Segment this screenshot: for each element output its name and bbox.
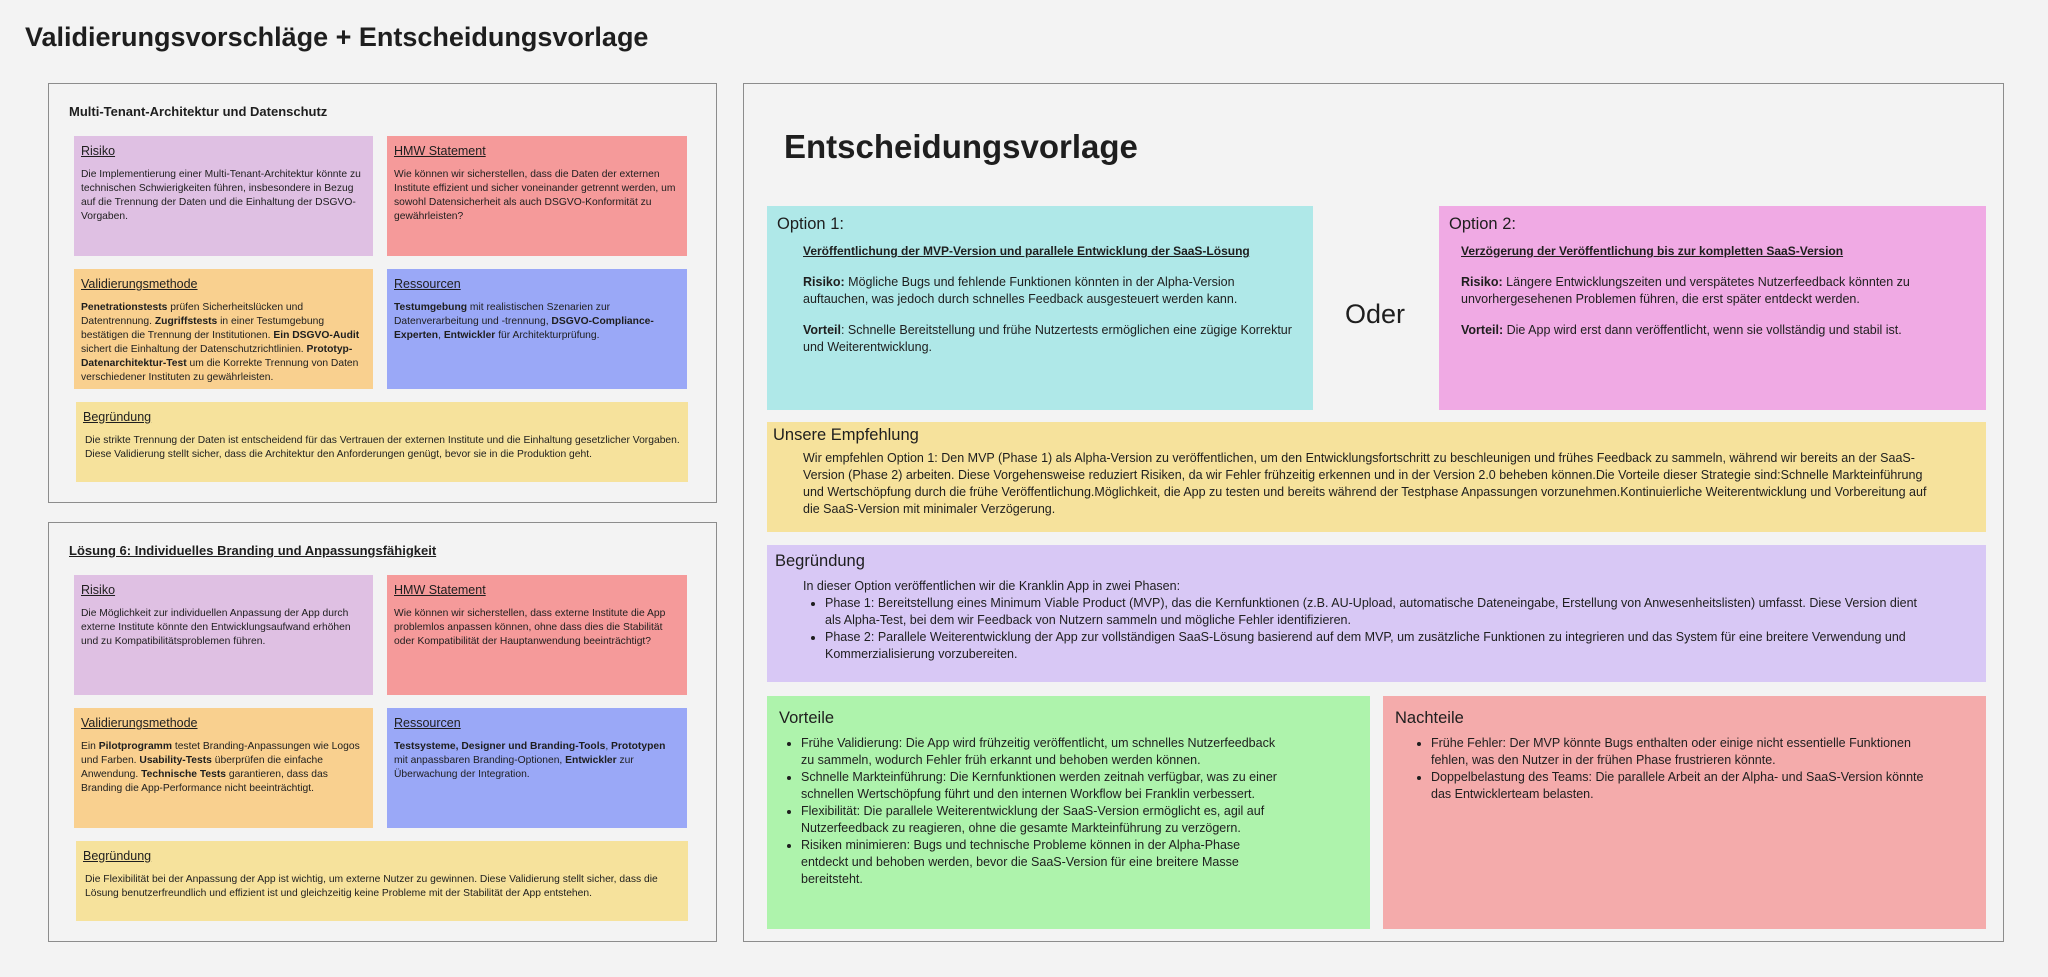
sticky-begruendung[interactable] <box>76 841 688 921</box>
note-body: Die Flexibilität bei der Anpassung der App ist wichtig, um externe Nutzer zu gewinnen. Diese Validierung stellt sicher, dass die Lösung benutzerfreundlich und effizient ist und gleichzeitig keine Probleme mit der Stabilität der App entstehen. <box>85 874 658 899</box>
note-heading: Begründung <box>83 410 152 424</box>
vorteile-card[interactable] <box>767 696 1370 929</box>
sticky-hmw-statement[interactable] <box>387 136 687 256</box>
option-body <box>1449 243 1976 339</box>
bold-text: Entwickler <box>565 755 617 766</box>
option-vorteil <box>1461 322 1976 339</box>
sticky-validierungsmethode[interactable] <box>74 269 373 389</box>
note-heading: Validierungsmethode <box>81 277 198 291</box>
begruendung-heading: Begründung <box>775 552 865 570</box>
note-heading: Validierungsmethode <box>81 716 198 730</box>
bold-text: Zugriffstests <box>154 316 218 327</box>
vorteile-heading: Vorteile <box>779 709 835 727</box>
bold-text: Testsysteme, Designer und Branding-Tools <box>394 741 606 752</box>
text: Ein <box>81 741 99 752</box>
nachteile-heading: Nachteile <box>1395 709 1464 727</box>
note-body <box>394 301 680 343</box>
text: prüfen Sicherheitslücken und Datentrennung. <box>81 302 304 327</box>
text: mit anpassbaren Branding-Optionen, <box>394 755 566 766</box>
sticky-hmw-statement[interactable] <box>387 575 687 695</box>
bold-text: Risiko: <box>1461 275 1503 289</box>
vorteile-body <box>779 735 1358 888</box>
frame-branding[interactable] <box>48 522 717 942</box>
note-body: Wie können wir sicherstellen, dass externe Institute die App problemlos anpassen können, ohne dass dies die Stabilität oder Kompatibilität der Hauptanwendung beeinträchtigt? <box>394 608 666 647</box>
begruendung-intro: In dieser Option veröffentlichen wir die Kranklin App in zwei Phasen: <box>803 579 1181 593</box>
bold-text: Prototyp-Datenarchitektur-Test <box>81 344 353 369</box>
list-item: • Schnelle Markteinführung: Die Kernfunktionen werden zeitnah verfügbar, was zu einer schnellen Wertschöpfung führt und den internen Workflow bei Franklin verbessert. <box>801 769 1288 803</box>
note-heading: Ressourcen <box>394 716 461 730</box>
text: , <box>438 330 444 341</box>
text: garantieren, dass das Branding die App-Performance nicht beeinträchtigt. <box>81 769 328 794</box>
note-body <box>81 301 366 385</box>
list-item: • Flexibilität: Die parallele Weiterentwicklung der SaaS-Version ermöglicht es, agil auf Nutzerfeedback zu reagieren, ohne die gesamte Markteinführung zu verzögern. <box>801 803 1288 837</box>
sticky-validierungsmethode[interactable] <box>74 708 373 828</box>
note-body: Die Implementierung einer Multi-Tenant-Architektur könnte zu technischen Schwierigkeiten führen, insbesondere in Bezug auf die Trennung der Daten und die Einhaltung der DSGVO-Vorgaben. <box>81 169 361 222</box>
bold-text: Vorteil: <box>1461 323 1504 337</box>
nachteile-card[interactable] <box>1383 696 1986 929</box>
sticky-ressourcen[interactable] <box>387 269 687 389</box>
option-risiko <box>803 274 1303 308</box>
note-body: Wie können wir sicherstellen, dass die Daten der externen Institute effizient und sicher voneinander getrennt werden, um sowohl Datensicherheit als auch DSGVO-Konformität zu gewährleisten? <box>394 169 676 222</box>
sticky-ressourcen[interactable] <box>387 708 687 828</box>
sticky-risiko[interactable] <box>74 136 373 256</box>
begruendung-card[interactable] <box>767 545 1986 682</box>
note-body: Die strikte Trennung der Daten ist entscheidend für das Vertrauen der externen Institute und die Einhaltung gesetzlicher Vorgaben. Diese Validierung stellt sicher, dass die Architektur den Anforderungen genügt, bevor sie in die Produktion geht. <box>85 435 680 460</box>
text: mit realistischen Szenarien zur Datenverarbeitung und -trennung, <box>394 302 611 327</box>
bold-text: Prototypen <box>611 741 666 752</box>
text: : Schnelle Bereitstellung und frühe Nutzertests ermöglichen eine zügige Korrektur und Weiterentwicklung. <box>803 323 1292 354</box>
list-item: • Frühe Validierung: Die App wird frühzeitig veröffentlicht, um schnelles Nutzerfeedback zu sammeln, wodurch Fehler früh erkannt und behoben werden können. <box>801 735 1288 769</box>
note-heading: Ressourcen <box>394 277 461 291</box>
option-heading: Option 1: <box>777 215 844 233</box>
note-body <box>81 740 366 796</box>
bold-text: Technische Tests <box>141 769 227 780</box>
empfehlung-body: Wir empfehlen Option 1: Den MVP (Phase 1) als Alpha-Version zu veröffentlichen, um den Entwicklungsfortschritt zu beschleunigen und frühes Feedback zu sammeln, während wir bereits an der SaaS-Version (Phase 2) arbeiten. Diese Vorgehensweise reduziert Risiken, da wir Fehler frühzeitig erkennen und in der Version 2.0 beheben können.Die Vorteile dieser Strategie sind:Schnelle Markteinführung und Wertschöpfung durch die frühe Veröffentlichung.Möglichkeit, die App zu testen und bereits während der Testphase Anpassungen vorzunehmen.Kontinuierliche Weiterentwicklung und Vorbereitung auf die SaaS-Version mit minimaler Verzögerung. <box>803 451 1927 516</box>
text: um die Korrekte Trennung von Daten verschiedener Instituten zu gewährleisten. <box>81 358 359 383</box>
text: Mögliche Bugs und fehlende Funktionen könnten in der Alpha-Version auftauchen, was jedoch durch schnelles Feedback ausgesteuert werden kann. <box>803 275 1238 306</box>
text: zur Überwachung der Integration. <box>394 755 634 780</box>
decision-title: Entscheidungsvorlage <box>784 128 1138 165</box>
vorteile-list <box>779 735 1288 888</box>
list-item: • Phase 2: Parallele Weiterentwicklung der App zur vollständigen SaaS-Lösung basierend auf dem MVP, um zusätzliche Funktionen zu integrieren und das System für eine breitere Verwendung und Kommerzialisierung vorzubereiten. <box>825 629 1928 663</box>
option-heading: Option 2: <box>1449 215 1516 233</box>
frame-title: Lösung 6: Individuelles Branding und Anpassungsfähigkeit <box>69 543 437 558</box>
text: , <box>605 741 612 752</box>
list-item: • Risiken minimieren: Bugs und technische Probleme können in der Alpha-Phase entdeckt und behoben werden, bevor die SaaS-Version für eine breitere Masse bereitsteht. <box>801 837 1288 888</box>
sticky-risiko[interactable] <box>74 575 373 695</box>
sticky-begruendung[interactable] <box>76 402 688 482</box>
bold-text: Usability-Tests <box>139 755 212 766</box>
bold-text: Risiko: <box>803 275 845 289</box>
frame-multi-tenant[interactable] <box>48 83 717 503</box>
list-item: • Doppelbelastung des Teams: Die parallele Arbeit an der Alpha- und SaaS-Version könnte das Entwicklerteam belasten. <box>1431 769 1934 803</box>
option-subtitle: Veröffentlichung der MVP-Version und parallele Entwicklung der SaaS-Lösung <box>803 244 1250 258</box>
note-heading: HMW Statement <box>394 583 486 597</box>
note-heading: Risiko <box>81 144 116 158</box>
begruendung-body <box>775 578 1978 663</box>
bold-text: Vorteil <box>803 323 841 337</box>
nachteile-list <box>1395 735 1934 803</box>
list-item: • Frühe Fehler: Der MVP könnte Bugs enthalten oder einige nicht essentielle Funktionen fehlen, was den Nutzer in der frühen Phase frustrieren könnte. <box>1431 735 1934 769</box>
text: Längere Entwicklungszeiten und verspätetes Nutzerfeedback könnten zu unvorhergesehenen Problemen führen, die erst später entdeckt werden. <box>1461 275 1910 306</box>
note-body <box>394 740 680 782</box>
oder-label: Oder <box>1345 299 1406 329</box>
text: überprüfen die einfache Anwendung. <box>81 755 323 780</box>
text: sichert die Einhaltung der Datenschutzrichtlinien. <box>81 344 307 355</box>
bold-text: Entwickler <box>443 330 496 341</box>
text: für Architekturprüfung. <box>495 330 600 341</box>
bold-text: Ein DSGVO-Audit <box>273 330 360 341</box>
frame-entscheidungsvorlage[interactable] <box>743 83 2004 942</box>
note-heading: HMW Statement <box>394 144 486 158</box>
list-item: • Phase 1: Bereitstellung eines Minimum Viable Product (MVP), das die Kernfunktionen (z.B. AU-Upload, automatische Dateneingabe, Erstellung von Anwesenheitslisten) umfasst. Diese Version dient als Alpha-Test, bei dem wir Feedback von Nutzern sammeln und mögliche Fehler identifizieren. <box>825 595 1928 629</box>
text: testet Branding-Anpassungen wie Logos und Farben. <box>81 741 360 766</box>
nachteile-body <box>1395 735 1974 803</box>
option-vorteil <box>803 322 1303 356</box>
empfehlung-heading: Unsere Empfehlung <box>773 426 919 444</box>
bold-text: Pilotprogramm <box>98 741 172 752</box>
option-risiko <box>1461 274 1976 308</box>
note-heading: Begründung <box>83 849 152 863</box>
bold-text: Penetrationstests <box>81 302 168 313</box>
page-title: Validierungsvorschläge + Entscheidungsvorlage <box>25 22 649 52</box>
option-2-card[interactable] <box>1439 206 1986 410</box>
bold-text: Testumgebung <box>394 302 468 313</box>
note-body: Die Möglichkeit zur individuellen Anpassung der App durch externe Institute könnte den Entwicklungsaufwand erhöhen und zu Kompatibilitätsproblemen führen. <box>81 608 351 647</box>
text: in einer Testumgebung bestätigen die Trennung der Institutionen. <box>81 316 325 341</box>
option-1-card[interactable] <box>767 206 1313 410</box>
note-heading: Risiko <box>81 583 116 597</box>
empfehlung-card[interactable] <box>767 422 1986 532</box>
frame-title: Multi-Tenant-Architektur und Datenschutz <box>69 104 328 119</box>
bold-text: DSGVO-Compliance-Experten <box>394 316 654 341</box>
option-subtitle: Verzögerung der Veröffentlichung bis zur kompletten SaaS-Version <box>1461 244 1844 258</box>
text: Die App wird erst dann veröffentlicht, wenn sie vollständig und stabil ist. <box>1503 323 1902 337</box>
option-body <box>777 243 1303 356</box>
begruendung-list <box>803 595 1928 663</box>
